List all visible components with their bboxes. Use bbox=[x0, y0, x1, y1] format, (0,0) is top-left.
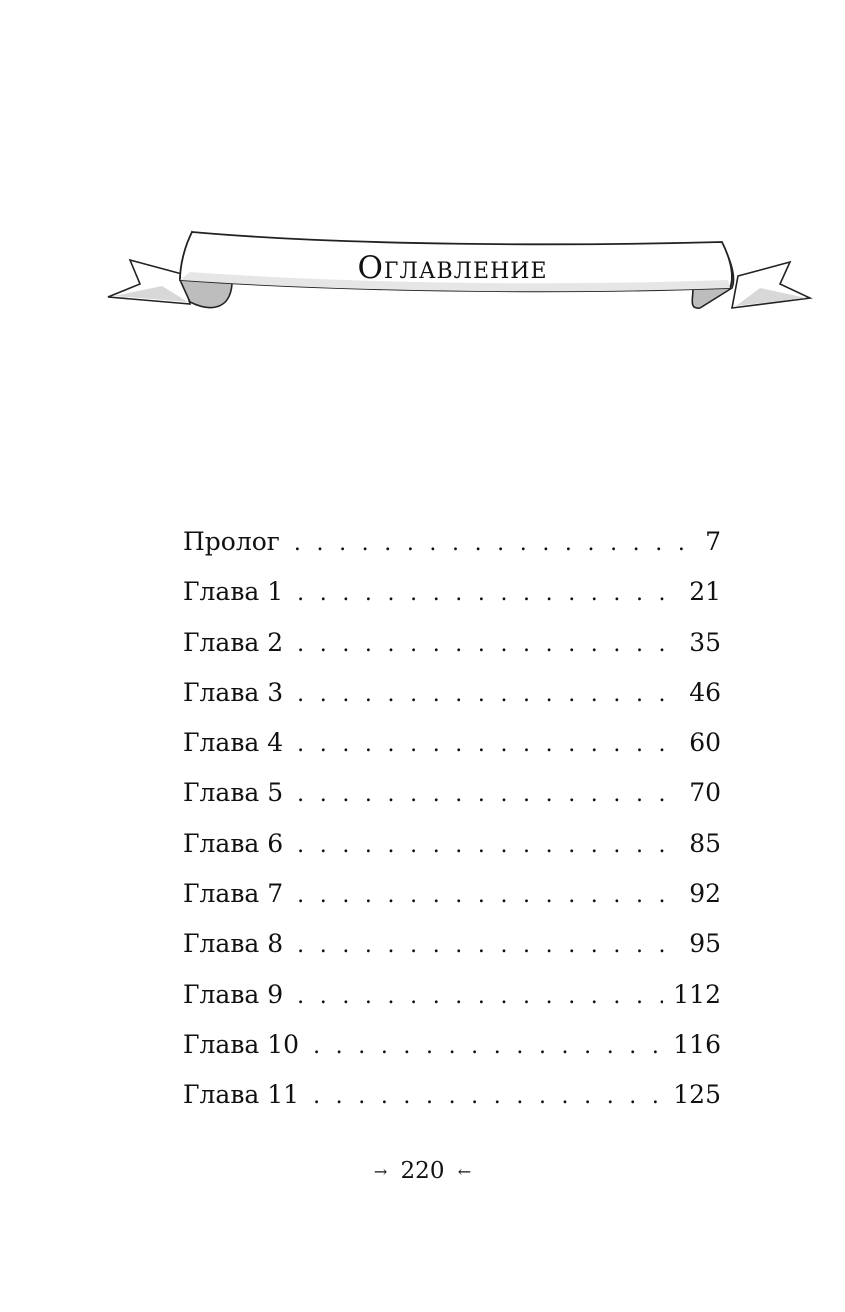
toc-entry[interactable] bbox=[183, 1020, 721, 1070]
dot-leader bbox=[297, 720, 679, 770]
page-footer bbox=[0, 1156, 845, 1187]
dot-leader bbox=[297, 620, 679, 670]
toc-entry-page: 70 bbox=[689, 778, 721, 808]
dot-leader bbox=[297, 972, 663, 1022]
left-arrow-ornament-icon: → bbox=[373, 1162, 388, 1181]
table-of-contents bbox=[183, 517, 721, 1121]
dot-leader bbox=[297, 670, 679, 720]
toc-entry-page: 35 bbox=[689, 627, 721, 657]
dot-leader bbox=[297, 921, 679, 971]
toc-entry[interactable] bbox=[183, 718, 721, 768]
toc-entry-label: Глава 10 bbox=[183, 1029, 300, 1059]
toc-entry-label: Глава 9 bbox=[183, 979, 284, 1009]
toc-entry[interactable] bbox=[183, 618, 721, 668]
dot-leader bbox=[313, 1072, 663, 1122]
toc-entry-page: 7 bbox=[705, 527, 721, 556]
toc-entry[interactable] bbox=[183, 970, 721, 1020]
toc-entry-label: Глава 6 bbox=[183, 828, 284, 858]
toc-entry-label: Глава 7 bbox=[183, 879, 284, 909]
toc-entry-label: Глава 4 bbox=[183, 728, 284, 758]
toc-entry-page: 85 bbox=[689, 828, 721, 858]
toc-entry-label: Глава 3 bbox=[183, 677, 284, 707]
dot-leader bbox=[297, 871, 679, 921]
dot-leader bbox=[294, 519, 695, 569]
dot-leader bbox=[297, 569, 679, 619]
toc-entry[interactable] bbox=[183, 919, 721, 969]
toc-entry[interactable] bbox=[183, 517, 721, 567]
toc-entry-page: 46 bbox=[689, 677, 721, 707]
toc-entry-page: 21 bbox=[689, 577, 721, 607]
right-arrow-ornament-icon: ← bbox=[457, 1162, 472, 1181]
toc-entry[interactable] bbox=[183, 819, 721, 869]
toc-entry-label: Глава 5 bbox=[183, 778, 284, 808]
toc-entry-label: Пролог bbox=[183, 527, 280, 556]
toc-entry[interactable] bbox=[183, 869, 721, 919]
page-number: 220 bbox=[400, 1158, 445, 1184]
dot-leader bbox=[313, 1022, 663, 1072]
toc-entry-page: 60 bbox=[689, 728, 721, 758]
toc-entry-page: 92 bbox=[689, 879, 721, 909]
toc-entry-page: 95 bbox=[689, 929, 721, 959]
ribbon-banner bbox=[100, 222, 818, 324]
page-title: Оглавление bbox=[357, 250, 548, 286]
toc-entry-label: Глава 2 bbox=[183, 627, 284, 657]
toc-entry[interactable] bbox=[183, 768, 721, 818]
toc-entry-page: 112 bbox=[673, 979, 721, 1009]
toc-entry-label: Глава 1 bbox=[183, 577, 284, 607]
toc-entry-label: Глава 8 bbox=[183, 929, 284, 959]
toc-entry[interactable] bbox=[183, 668, 721, 718]
toc-entry-page: 125 bbox=[673, 1080, 721, 1110]
toc-entry[interactable] bbox=[183, 1070, 721, 1120]
dot-leader bbox=[297, 770, 679, 820]
toc-entry-page: 116 bbox=[673, 1029, 721, 1059]
dot-leader bbox=[297, 821, 679, 871]
toc-entry-label: Глава 11 bbox=[183, 1080, 300, 1110]
toc-entry[interactable] bbox=[183, 567, 721, 617]
